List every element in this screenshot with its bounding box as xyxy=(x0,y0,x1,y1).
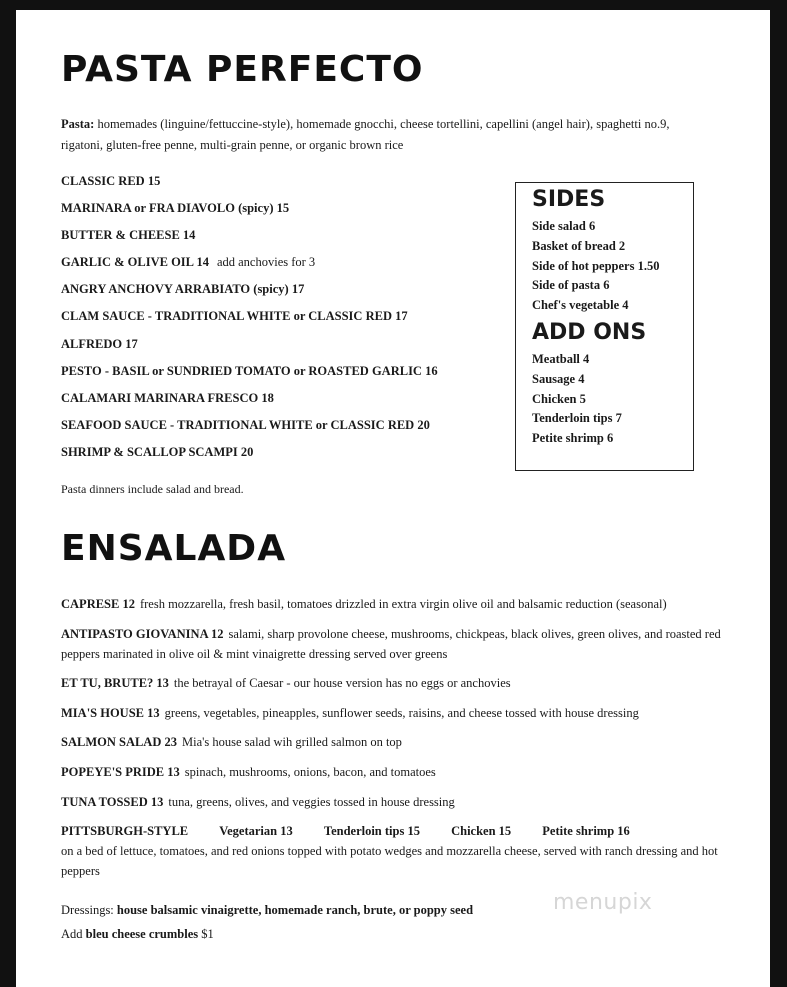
pasta-title: PASTA PERFECTO xyxy=(61,49,424,90)
salad-list xyxy=(61,594,721,891)
add-price: $1 xyxy=(201,927,214,941)
dressings-label: Dressings: xyxy=(61,903,114,917)
pasta-item-name: SEAFOOD SAUCE - TRADITIONAL WHITE or CLASSIC RED 20 xyxy=(61,417,430,432)
menupix-watermark: menupix xyxy=(553,890,653,915)
pasta-intro-label: Pasta: xyxy=(61,117,95,131)
pasta-item xyxy=(61,228,438,255)
add-bleu-cheese-line xyxy=(61,922,473,946)
salad-item-desc: tuna, greens, olives, and veggies tossed in house dressing xyxy=(168,794,455,809)
pasta-item-name: GARLIC & OLIVE OIL 14 xyxy=(61,255,209,270)
salad-item-desc: the betrayal of Caesar - our house version has no eggs or anchovies xyxy=(173,676,511,691)
pasta-item xyxy=(61,201,438,228)
sides-addons-box xyxy=(515,182,694,471)
salad-item-desc: Mia's house salad wih grilled salmon on top xyxy=(182,735,402,750)
pasta-item-name: ALFREDO 17 xyxy=(61,336,138,351)
salad-item xyxy=(61,732,721,752)
addon-item: Petite shrimp 6 xyxy=(532,431,614,446)
salad-item xyxy=(61,762,721,782)
salad-item xyxy=(61,703,721,723)
salad-item xyxy=(61,792,721,812)
salad-item-name: PITTSBURGH-STYLE xyxy=(61,824,189,839)
pasta-item-name: ANGRY ANCHOVY ARRABIATO (spicy) 17 xyxy=(61,282,305,297)
pittsburgh-option: Chicken 15 xyxy=(451,824,512,839)
salad-item-name: ET TU, BRUTE? 13 xyxy=(61,676,169,691)
salad-item-name: CAPRESE 12 xyxy=(61,597,135,611)
add-item: bleu cheese crumbles xyxy=(85,927,199,941)
salad-item xyxy=(61,673,721,693)
sides-title: SIDES xyxy=(532,187,606,212)
pasta-list xyxy=(61,174,438,472)
pasta-footer-note: Pasta dinners include salad and bread. xyxy=(61,482,244,496)
salad-item-name: POPEYE'S PRIDE 13 xyxy=(61,764,180,779)
salad-item-desc: fresh mozzarella, fresh basil, tomatoes drizzled in extra virgin olive oil and balsamic reduction (seasonal) xyxy=(139,597,667,611)
salad-item-name: TUNA TOSSED 13 xyxy=(61,794,164,809)
pasta-item xyxy=(61,337,438,364)
sides-list xyxy=(532,219,693,318)
pasta-intro xyxy=(61,114,701,156)
pasta-item-name: CLAM SAUCE - TRADITIONAL WHITE or CLASSIC RED 17 xyxy=(61,309,408,324)
addon-item: Sausage 4 xyxy=(532,371,585,386)
salad-title: ENSALADA xyxy=(61,528,287,569)
pittsburgh-option: Petite shrimp 16 xyxy=(542,824,630,839)
dressings-note xyxy=(61,898,473,946)
addons-list xyxy=(532,352,693,451)
pasta-item-note: add anchovies for 3 xyxy=(216,255,316,270)
pasta-item-name: PESTO - BASIL or SUNDRIED TOMATO or ROASTED GARLIC 16 xyxy=(61,363,438,378)
pasta-item xyxy=(61,174,438,201)
salad-item-desc: greens, vegetables, pineapples, sunflower seeds, raisins, and cheese tossed with house dressing xyxy=(164,705,639,720)
addon-item: Meatball 4 xyxy=(532,351,590,366)
pasta-item-name: MARINARA or FRA DIAVOLO (spicy) 15 xyxy=(61,201,290,216)
side-item: Chef's vegetable 4 xyxy=(532,298,629,313)
pasta-item-name: BUTTER & CHEESE 14 xyxy=(61,228,196,243)
add-prefix: Add xyxy=(61,927,83,941)
addon-item: Tenderloin tips 7 xyxy=(532,411,622,426)
pasta-item xyxy=(61,364,438,391)
salad-item-pittsburgh xyxy=(61,821,721,881)
pittsburgh-options-row xyxy=(61,821,721,841)
pasta-item xyxy=(61,309,438,336)
pasta-intro-text: homemades (linguine/fettuccine-style), homemade gnocchi, cheese tortellini, capellini (angel hair), spaghetti no.9, rigatoni, gluten-free penne, multi-grain penne, or organic brown rice xyxy=(61,117,670,152)
side-item: Side of pasta 6 xyxy=(532,278,610,293)
salad-item-name: ANTIPASTO GIOVANINA 12 xyxy=(61,626,224,641)
pasta-item xyxy=(61,282,438,309)
pasta-item xyxy=(61,445,438,472)
menu-page xyxy=(16,10,770,987)
pasta-item xyxy=(61,391,438,418)
pasta-item-name: CLASSIC RED 15 xyxy=(61,174,161,188)
salad-item-name: SALMON SALAD 23 xyxy=(61,735,177,750)
pasta-item-name: SHRIMP & SCALLOP SCAMPI 20 xyxy=(61,444,254,459)
side-item: Side salad 6 xyxy=(532,219,596,233)
pasta-item xyxy=(61,418,438,445)
pittsburgh-option: Tenderloin tips 15 xyxy=(323,824,420,839)
addon-item: Chicken 5 xyxy=(532,391,586,406)
salad-item-desc: on a bed of lettuce, tomatoes, and red onions topped with potato wedges and mozzarella cheese, served with ranch dressing and hot peppers xyxy=(61,844,718,879)
salad-item-desc: spinach, mushrooms, onions, bacon, and tomatoes xyxy=(184,764,436,779)
dressings-line xyxy=(61,898,473,922)
salad-item xyxy=(61,594,721,614)
pittsburgh-option: Vegetarian 13 xyxy=(219,824,293,839)
salad-item-name: MIA'S HOUSE 13 xyxy=(61,705,160,720)
pasta-item-name: CALAMARI MARINARA FRESCO 18 xyxy=(61,390,274,405)
salad-item xyxy=(61,624,721,664)
addons-title: ADD ONS xyxy=(532,319,647,345)
pasta-item xyxy=(61,255,438,282)
side-item: Side of hot peppers 1.50 xyxy=(532,258,660,273)
salad-item-desc: salami, sharp provolone cheese, mushrooms, chickpeas, black olives, green olives, and roasted red peppers marinated in olive oil & mint vinaigrette dressing served over greens xyxy=(61,626,721,661)
dressings-options: house balsamic vinaigrette, homemade ranch, brute, or poppy seed xyxy=(116,903,474,917)
side-item: Basket of bread 2 xyxy=(532,238,626,253)
